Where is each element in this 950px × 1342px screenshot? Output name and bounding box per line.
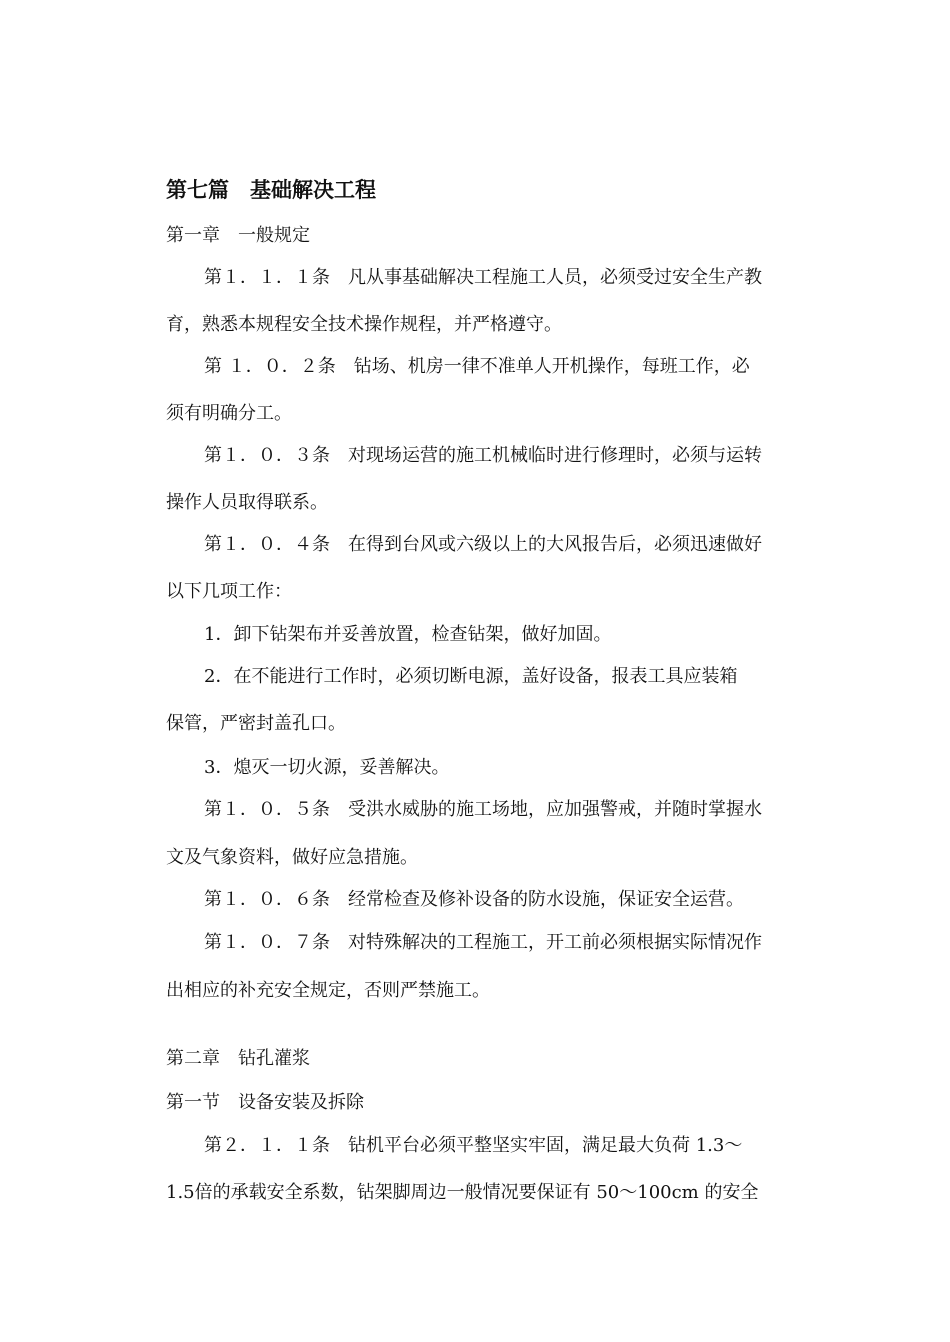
article-1-0-4-line-1: 第１．０．４条 在得到台风或六级以上的大风报告后，必须迅速做好 bbox=[204, 534, 762, 555]
article-1-0-5-line-2: 文及气象资料，做好应急措施。 bbox=[166, 847, 418, 868]
article-1-0-2-line-2: 须有明确分工。 bbox=[166, 403, 292, 424]
part-title: 第七篇 基础解决工程 bbox=[166, 177, 376, 202]
article-1-0-7-line-2: 出相应的补充安全规定，否则严禁施工。 bbox=[166, 980, 490, 1001]
article-1-0-4-line-2: 以下几项工作： bbox=[166, 581, 292, 602]
chapter-1-heading: 第一章 一般规定 bbox=[166, 225, 310, 246]
list-item-1: 1．卸下钻架布并妥善放置，检查钻架，做好加固。 bbox=[204, 624, 612, 645]
article-1-0-7-line-1: 第１．０．７条 对特殊解决的工程施工，开工前必须根据实际情况作 bbox=[204, 932, 762, 953]
article-1-1-1-line-1: 第１．１．１条 凡从事基础解决工程施工人员，必须受过安全生产教 bbox=[204, 267, 762, 288]
article-1-0-3-line-1: 第１．０．３条 对现场运营的施工机械临时进行修理时，必须与运转 bbox=[204, 445, 762, 466]
article-2-1-1-line-2: 1.5倍的承载安全系数，钻架脚周边一般情况要保证有 50～100cm 的安全 bbox=[166, 1182, 759, 1203]
article-1-0-3-line-2: 操作人员取得联系。 bbox=[166, 492, 328, 513]
article-2-1-1-line-1: 第２．１．１条 钻机平台必须平整坚实牢固，满足最大负荷 1.3～ bbox=[204, 1135, 743, 1156]
section-1-heading: 第一节 设备安装及拆除 bbox=[166, 1092, 364, 1113]
list-item-2-line-2: 保管，严密封盖孔口。 bbox=[166, 713, 346, 734]
list-item-2-line-1: 2．在不能进行工作时，必须切断电源，盖好设备，报表工具应装箱 bbox=[204, 666, 738, 687]
article-1-0-5-line-1: 第１．０．５条 受洪水威胁的施工场地，应加强警戒，并随时掌握水 bbox=[204, 799, 762, 820]
article-1-0-2-line-1: 第 １．０．２条 钻场、机房一律不准单人开机操作，每班工作，必 bbox=[204, 356, 750, 377]
chapter-2-heading: 第二章 钻孔灌浆 bbox=[166, 1048, 310, 1069]
list-item-3: 3．熄灭一切火源，妥善解决。 bbox=[204, 757, 450, 778]
article-1-0-6: 第１．０．６条 经常检查及修补设备的防水设施，保证安全运营。 bbox=[204, 889, 744, 910]
article-1-1-1-line-2: 育，熟悉本规程安全技术操作规程，并严格遵守。 bbox=[166, 314, 562, 335]
